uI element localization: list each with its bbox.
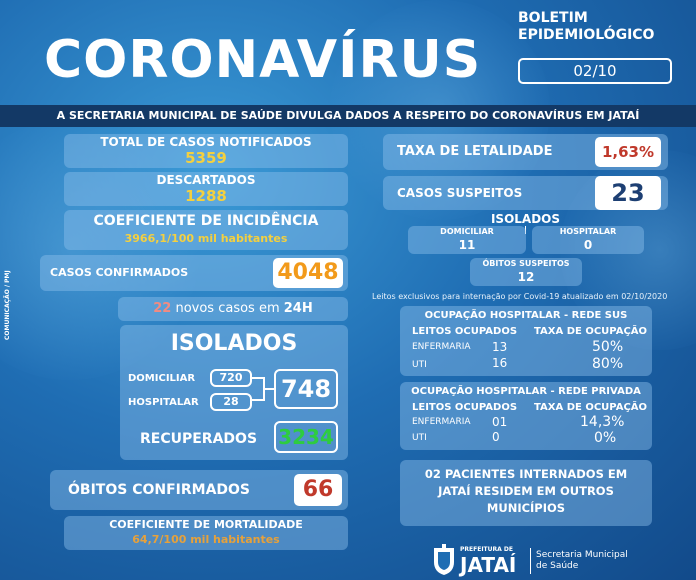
intro-banner: A SECRETARIA MUNICIPAL DE SAÚDE DIVULGA DADOS A RESPEITO DO CORONAVÍRUS EM JATAÍ: [0, 105, 696, 127]
leitos-note: Leitos exclusivos para internação por Covid-19 atualizado em 02/10/2020: [372, 292, 668, 301]
recuperados-value: 3234: [274, 421, 338, 453]
suspeitos-label: CASOS SUSPEITOS: [397, 186, 523, 200]
boletim-line2: EPIDEMIOLÓGICO: [518, 27, 655, 43]
privada-row2-leitos: 0: [492, 430, 500, 444]
privada-row2-label: UTI: [412, 433, 427, 443]
privada-row1-label: ENFERMARIA: [412, 417, 471, 427]
notificados-label: TOTAL DE CASOS NOTIFICADOS: [100, 135, 312, 149]
recuperados-label: RECUPERADOS: [140, 431, 258, 447]
descartados-value: 1288: [185, 187, 227, 205]
novos-text: novos casos em: [175, 301, 280, 316]
sus-col1: LEITOS OCUPADOS: [412, 326, 518, 337]
confirmados-label: CASOS CONFIRMADOS: [50, 266, 189, 279]
dom-value: 11: [458, 238, 476, 252]
hospitalar-label: HOSPITALAR: [128, 397, 199, 408]
isolados-total: 748: [274, 369, 338, 409]
sus-row1-taxa: 50%: [592, 339, 624, 355]
hospitalar-value: 28: [210, 393, 252, 411]
obitos-label: ÓBITOS CONFIRMADOS: [68, 482, 251, 498]
bracket-connector: [252, 375, 276, 403]
obitos-suspeitos-panel: [470, 258, 582, 286]
footer-divider: [530, 548, 531, 574]
side-credit: COMUNICAÇÃO / PMJ: [4, 270, 11, 340]
novos-casos-panel: [118, 297, 348, 321]
privada-col1: LEITOS OCUPADOS: [412, 402, 518, 413]
sus-row1-label: ENFERMARIA: [412, 342, 471, 352]
isolados-panel: [120, 325, 348, 460]
prefeitura-small: PREFEITURA DE: [460, 546, 513, 553]
privada-title: OCUPAÇÃO HOSPITALAR - REDE PRIVADA: [411, 386, 641, 397]
prefeitura-crest-icon: [432, 544, 456, 576]
secretaria-line2: de Saúde: [536, 561, 579, 571]
sus-row2-leitos: 16: [492, 356, 508, 370]
incidencia-label: COEFICIENTE DE INCIDÊNCIA: [93, 213, 319, 229]
isolados-title: ISOLADOS: [170, 331, 298, 356]
confirmados-panel: [40, 255, 348, 291]
sus-row2-taxa: 80%: [592, 356, 624, 372]
suspeitos-panel: [383, 176, 668, 210]
privada-row2-taxa: 0%: [594, 430, 617, 446]
isolados-suspeitos-title: ISOLADOS: [490, 212, 561, 226]
incidencia-value: 3966,1/100 mil habitantes: [124, 232, 288, 245]
privada-col2: TAXA DE OCUPAÇÃO: [534, 402, 648, 413]
privada-row1-leitos: 01: [492, 415, 508, 429]
pacientes-panel: [400, 460, 652, 526]
letalidade-value: 1,63%: [595, 137, 661, 167]
letalidade-label: TAXA DE LETALIDADE: [397, 144, 553, 159]
pacientes-line3: MUNICÍPIOS: [486, 501, 566, 515]
letalidade-panel: [383, 134, 668, 170]
sus-row2-label: UTI: [412, 360, 427, 370]
domiciliar-label: DOMICILIAR: [128, 373, 196, 384]
sus-col2: TAXA DE OCUPAÇÃO: [534, 326, 648, 337]
descartados-label: DESCARTADOS: [156, 173, 256, 187]
date-badge: 02/10: [518, 58, 672, 84]
secretaria-label: [536, 550, 628, 572]
mortalidade-value: 64,7/100 mil habitantes: [132, 533, 280, 546]
confirmados-value: 4048: [273, 258, 343, 288]
domiciliar-value: 720: [210, 369, 252, 387]
hosp-panel: [532, 226, 644, 254]
privada-panel: [400, 382, 652, 450]
suspeitos-value: 23: [595, 176, 661, 210]
hosp-label: HOSPITALAR: [559, 227, 617, 236]
pacientes-line1: 02 PACIENTES INTERNADOS EM: [424, 467, 628, 481]
page-title: CORONAVÍRUS: [44, 30, 482, 90]
secretaria-line1: Secretaria Municipal: [536, 550, 628, 560]
sus-row1-leitos: 13: [492, 340, 508, 354]
notificados-panel: [64, 134, 348, 168]
incidencia-panel: [64, 210, 348, 250]
boletim-line1: BOLETIM: [518, 10, 588, 26]
novos-count: 22: [153, 301, 172, 316]
prefeitura-big: JATAÍ: [460, 553, 517, 577]
sus-panel: [400, 306, 652, 376]
dom-panel: [408, 226, 526, 254]
privada-row1-taxa: 14,3%: [580, 414, 625, 430]
prefeitura-logo: [460, 546, 516, 576]
notificados-value: 5359: [185, 149, 227, 167]
mortalidade-panel: [64, 516, 348, 550]
pacientes-line2: JATAÍ RESIDEM EM OUTROS: [438, 484, 614, 498]
dom-label: DOMICILIAR: [440, 227, 494, 236]
mortalidade-label: COEFICIENTE DE MORTALIDADE: [109, 518, 303, 531]
hosp-value: 0: [583, 238, 593, 252]
obitos-value: 66: [294, 474, 342, 506]
obitos-panel: [50, 470, 348, 510]
sus-title: OCUPAÇÃO HOSPITALAR - REDE SUS: [424, 310, 628, 321]
obitos-susp-value: 12: [517, 270, 535, 284]
descartados-panel: [64, 172, 348, 206]
novos-period: 24H: [283, 301, 313, 316]
boletim-label: [518, 10, 654, 44]
obitos-susp-label: ÓBITOS SUSPEITOS: [482, 259, 570, 268]
